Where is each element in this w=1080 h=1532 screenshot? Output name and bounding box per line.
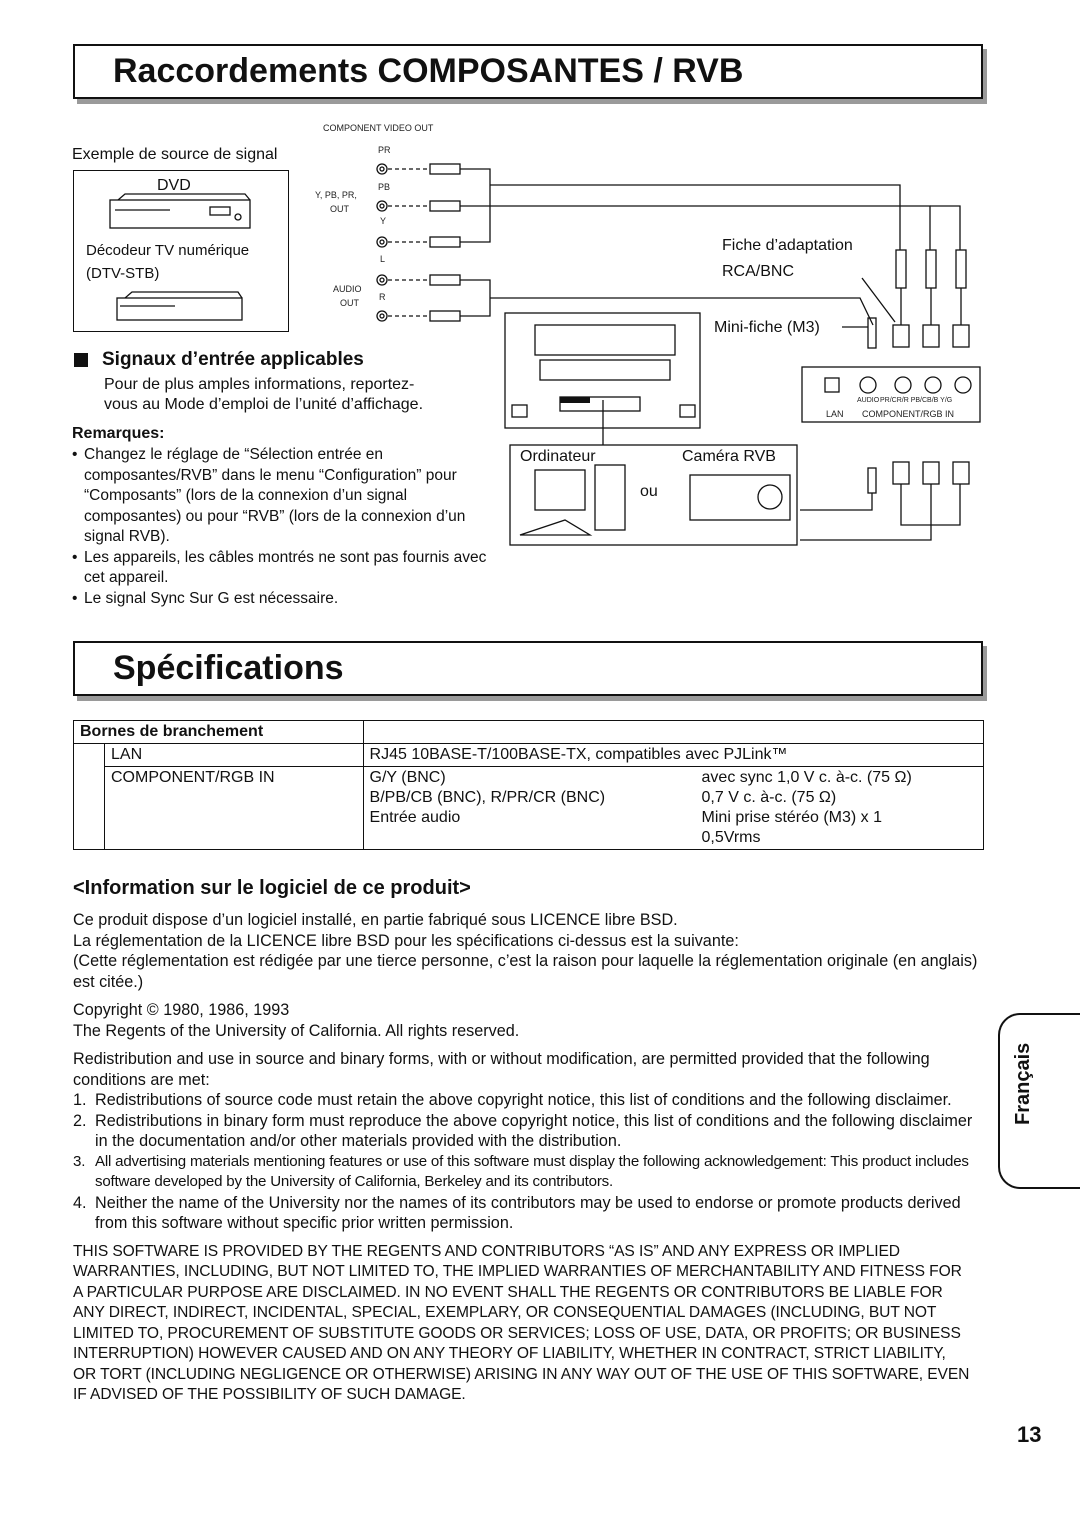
spec-name: B/PB/CB (BNC), R/PR/CR (BNC) [369,789,606,806]
signals-text-2: vous au Mode d’emploi de l’unité d’affichage. [104,396,424,413]
signals-heading: Signaux d’entrée applicables [102,349,364,370]
software-body [73,910,988,1406]
remark-item: • Le signal Sync Sur G est nécessaire. [72,589,497,610]
disclaimer-text: THIS SOFTWARE IS PROVIDED BY THE REGENTS AND CONTRIBUTORS “AS IS” AND ANY EXPRESS OR IMPLIED WARRANTIES, INCLUDING, BUT NOT LIMITED TO, THE IMPLIED WARRANTIES OF MERCHANTABILITY AND FITNESS FOR A PARTICULAR PURPOSE ARE DISCLAIMED. IN NO EVENT SHALL THE REGENTS OR CONTRIBUTORS BE LIABLE FOR ANY DIRECT, INDIRECT, INCIDENTAL, SPECIAL, EXEMPLARY, OR CONSEQUENTIAL DAMAGES (INCLUDING, BUT NOT LIMITED TO, PROCUREMENT OF SUBSTITUTE GOODS OR SERVICES; LOSS OF USE, DATA, OR PROFITS; OR BUSINESS INTERRUPTION) HOWEVER CAUSED AND ON ANY THEORY OF LIABILITY, WHETHER IN CONTRACT, STRICT LIABILITY, OR TORT (INCLUDING NEGLIGENCE OR OTHERWISE) ARISING IN ANY WAY OUT OF THE USE OF THIS SOFTWARE, EVEN IF ADVISED OF THE POSSIBILITY OF SUCH DAMAGE. [73,1242,970,1403]
spec-value: avec sync 1,0 V c. à-c. (75 Ω) [701,769,912,786]
out-label: OUT [340,298,359,308]
component-video-out-label: COMPONENT VIDEO OUT [323,123,434,133]
condition-number: 1. [73,1091,87,1109]
audio-label: AUDIO [333,284,362,294]
spec-indent [74,767,105,850]
spec-value-lan: RJ45 10BASE-T/100BASE-TX, compatibles avec PJLink™ [363,744,983,767]
spec-value: 0,7 V c. à-c. (75 Ω) [701,789,837,806]
spec-label-component: COMPONENT/RGB IN [105,767,364,850]
spec-name: G/Y (BNC) [369,769,446,786]
adapter-label-1: Fiche d’adaptation [722,237,853,254]
adapter-label-2: RCA/BNC [722,263,795,280]
stb-label-line2: (DTV-STB) [86,265,160,282]
spec-value: Mini prise stéréo (M3) x 1 [701,809,883,826]
remarks-list [72,445,497,609]
dvd-label: DVD [157,177,191,194]
y-label: Y [380,216,387,226]
remark-item: • Les appareils, les câbles montrés ne sont pas fournis avec cet appareil. [72,548,497,589]
condition-number: 4. [73,1193,87,1212]
spec-table-header: Bornes de branchement [74,721,364,744]
rca-plugs-icon [430,164,460,321]
copyright-line: Copyright © 1980, 1986, 1993 [73,1001,290,1019]
condition-text: Redistributions of source code must retain the above copyright notice, this list of conditions and the following disclaimer. [95,1091,952,1109]
spec-value: 0,5Vrms [701,829,761,846]
computer-label: Ordinateur [520,448,596,465]
dvd-device-icon [110,200,250,228]
condition-item [73,1152,988,1193]
l-label: L [380,254,386,264]
pb-label: PB [378,182,391,192]
rca-connectors-icon [377,164,387,321]
language-tab [998,1013,1080,1189]
software-p3: (Cette réglementation est rédigée par une tierce personne, c’est la raison pour laquelle la réglementation originale (en anglais) est citée.) [73,952,978,991]
source-example-label: Exemple de source de signal [72,146,278,163]
pr-label: PR [378,145,391,155]
ypbpr-out-label-1: Y, PB, PR, [315,190,357,200]
rca-bnc-adapter-icon [893,250,969,347]
spec-indent [74,744,105,767]
spec-label-lan: LAN [105,744,364,767]
panel-channel-labels: PR/CR/R PB/CB/B Y/G [880,397,953,404]
stb-label-line1: Décodeur TV numérique [86,242,250,259]
camera-label: Caméra RVB [682,448,776,465]
or-label: ou [640,483,658,500]
minifiche-label: Mini-fiche (M3) [714,319,820,336]
stb-device-icon [117,298,242,320]
section-title: Raccordements COMPOSANTES / RVB [113,52,744,90]
panel-component-label: COMPONENT/RGB IN [862,409,955,419]
condition-item [73,1090,988,1111]
condition-text: Redistributions in binary form must reproduce the above copyright notice, this list of conditions and the following disclaimer in the documentation and/or other materials provided with the distribution. [95,1111,973,1150]
condition-item [73,1111,988,1152]
spec-name: Entrée audio [369,809,461,826]
regents-line: The Regents of the University of California. All rights reserved. [73,1021,520,1040]
condition-text: All advertising materials mentioning features or use of this software must display the following acknowledgement: This product includes software developed by the University of California, Berkeley and its contributors. [95,1152,969,1190]
spec-component-values [696,767,984,850]
panel-lan-label: LAN [826,409,844,419]
software-p1: Ce produit dispose d’un logiciel installé, en partie fabriqué sous LICENCE libre BSD. [73,911,678,929]
condition-text: Neither the name of the University nor the names of its contributors may be used to endorse or promote products derived from this software without specific prior written permission. [95,1193,961,1232]
section-banner-specifications [73,641,983,696]
square-bullet-icon [74,353,88,367]
page-number: 13 [1017,1422,1042,1447]
computer-icon [535,470,585,510]
r-label: R [379,292,386,302]
language-label: Français [1012,1042,1034,1125]
bnc-lower-connectors-icon [868,462,969,493]
software-p2: La réglementation de la LICENCE libre BSD pour les spécifications ci-dessus est la suivante: [73,931,739,950]
section-title: Spécifications [113,649,344,687]
remarks-title: Remarques: [72,425,165,442]
spec-table [73,720,984,850]
spec-table-header-empty [363,721,983,744]
condition-item [73,1193,988,1234]
spec-component-names [363,767,696,850]
panel-audio-label: AUDIO [857,397,880,404]
condition-number: 2. [73,1111,87,1130]
signals-text-1: Pour de plus amples informations, reportez- [104,376,415,393]
remark-item: • Changez le réglage de “Sélection entrée en composantes/RVB” dans le menu “Configuration” pour “Composants” (lors de la connexion d’un signal composantes) ou pour “RVB” (lors de la connexion d’un signal RVB). [72,445,497,548]
ypbpr-out-label-2: OUT [330,204,349,214]
camera-icon [690,475,790,520]
condition-number: 3. [73,1152,86,1170]
software-heading: <Information sur le logiciel de ce produit> [73,877,471,899]
redistribution-text: Redistribution and use in source and binary forms, with or without modification, are permitted provided that the following conditions are met: [73,1050,930,1089]
